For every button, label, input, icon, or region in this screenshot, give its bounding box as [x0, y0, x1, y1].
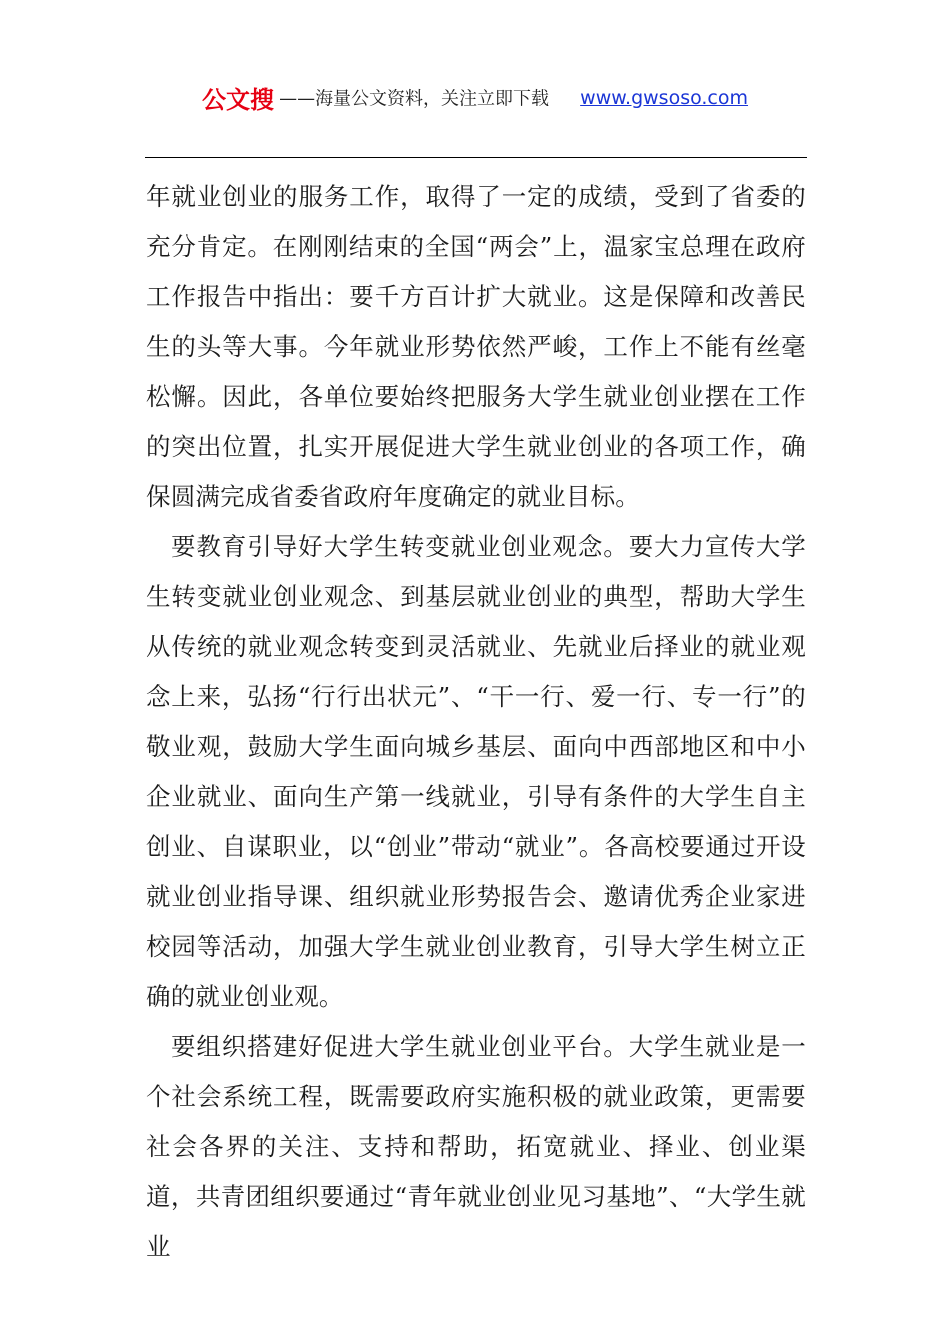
- brand-logo-text[interactable]: 公文搜: [201, 86, 274, 114]
- paragraph-employment-platform: 要组织搭建好促进大学生就业创业平台。大学生就业是一个社会系统工程，既需要政府实施积极的就业政策，更需要社会各界的关注、支持和帮助，拓宽就业、择业、创业渠道，共青团组织要通过“青年就业创业见习基地”、“大学生就业: [146, 1032, 806, 1261]
- paragraph-continuation: 年就业创业的服务工作，取得了一定的成绩，受到了省委的充分肯定。在刚刚结束的全国“两会”上，温家宝总理在政府工作报告中指出：要千方百计扩大就业。这是保障和改善民生的头等大事。今年就业形势依然严峻，工作上不能有丝毫松懈。因此，各单位要始终把服务大学生就业创业摆在工作的突出位置，扎实开展促进大学生就业创业的各项工作，确保圆满完成省委省政府年度确定的就业目标。: [146, 182, 806, 511]
- header-divider: [145, 157, 807, 158]
- site-link[interactable]: www.gwsoso.com: [580, 86, 749, 109]
- document-header: [0, 80, 950, 116]
- paragraph-employment-concept: 要教育引导好大学生转变就业创业观念。要大力宣传大学生转变就业创业观念、到基层就业创业的典型，帮助大学生从传统的就业观念转变到灵活就业、先就业后择业的就业观念上来，弘扬“行行出状元”、“干一行、爱一行、专一行”的敬业观，鼓励大学生面向城乡基层、面向中西部地区和中小企业就业、面向生产第一线就业，引导有条件的大学生自主创业、自谋职业，以“创业”带动“就业”。各高校要通过开设就业创业指导课、组织就业形势报告会、邀请优秀企业家进校园等活动，加强大学生就业创业教育，引导大学生树立正确的就业创业观。: [146, 532, 806, 1011]
- header-tagline: ——海量公文资料，关注立即下载: [279, 88, 550, 110]
- document-body: [146, 172, 806, 1272]
